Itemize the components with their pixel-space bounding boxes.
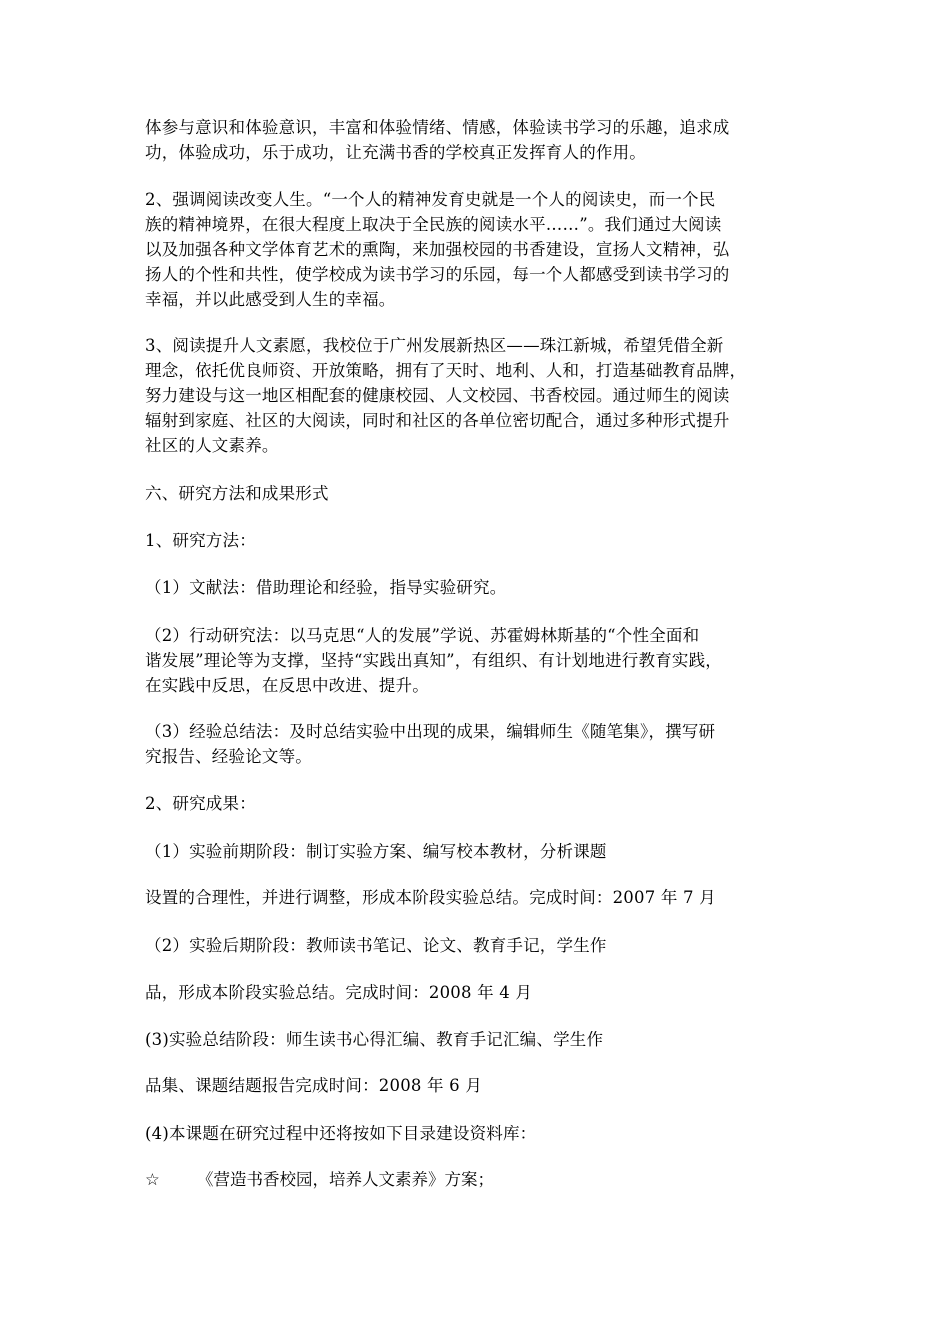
subheading-research-methods (145, 528, 810, 553)
text-line: 品，形成本阶段实验总结。完成时间：2008 年 4 月 (145, 983, 533, 1002)
text-line: (3)实验总结阶段：师生读书心得汇编、教育手记汇编、学生作 (145, 1030, 604, 1049)
text-line: 在实践中反思，在反思中改进、提升。 (145, 676, 429, 695)
text-line: 努力建设与这一地区相配套的健康校园、人文校园、书香校园。通过师生的阅读 (145, 386, 730, 405)
text-line: 3、阅读提升人文素愿，我校位于广州发展新热区——珠江新城，希望凭借全新 (145, 336, 724, 355)
paragraph-action-research (145, 623, 810, 698)
text-line: 族的精神境界，在很大程度上取决于全民族的阅读水平……”。我们通过大阅读 (145, 215, 722, 234)
text-line: （1）实验前期阶段：制订实验方案、编写校本教材，分析课题 (145, 842, 607, 861)
text-line: 理念，依托优良师资、开放策略，拥有了天时、地利、人和，打造基础教育品牌， (145, 361, 747, 380)
paragraph-reading-humanities (145, 333, 810, 458)
paragraph-stage-2-cont (145, 980, 810, 1005)
text-line: 究报告、经验论文等。 (145, 747, 312, 766)
star-icon: ☆ (145, 1170, 160, 1189)
text-line: 社区的人文素养。 (145, 436, 279, 455)
paragraph-reading-changes-life (145, 187, 810, 312)
text-line: 六、研究方法和成果形式 (145, 484, 329, 503)
text-line: 扬人的个性和共性，使学校成为读书学习的乐园，每一个人都感受到读书学习的 (145, 265, 730, 284)
bullet-item (145, 1167, 494, 1192)
text-line: 体参与意识和体验意识，丰富和体验情绪、情感，体验读书学习的乐趣，追求成 (145, 118, 730, 137)
text-line: 1、研究方法： (145, 531, 256, 550)
text-line: 辐射到家庭、社区的大阅读，同时和社区的各单位密切配合，通过多种形式提升 (145, 411, 730, 430)
text-line: 功，体验成功，乐于成功，让充满书香的学校真正发挥育人的作用。 (145, 143, 646, 162)
paragraph-stage-1 (145, 839, 810, 864)
text-line: 2、强调阅读改变人生。“一个人的精神发育史就是一个人的阅读史，而一个民 (145, 190, 716, 209)
text-line: 2、研究成果： (145, 794, 256, 813)
paragraph-stage-3 (145, 1027, 810, 1052)
text-line: （1）文献法：借助理论和经验，指导实验研究。 (145, 578, 507, 597)
subheading-research-results (145, 791, 810, 816)
text-line: 幸福，并以此感受到人生的幸福。 (145, 290, 396, 309)
text-line: （3）经验总结法：及时总结实验中出现的成果，编辑师生《随笔集》，撰写研 (145, 722, 716, 741)
text-line: （2）行动研究法：以马克思“人的发展”学说、苏霍姆林斯基的“个性全面和 (145, 626, 700, 645)
text-line: (4)本课题在研究过程中还将按如下目录建设资料库： (145, 1124, 537, 1143)
section-heading-methods (145, 481, 810, 506)
text-line: 设置的合理性，并进行调整，形成本阶段实验总结。完成时间：2007 年 7 月 (145, 888, 716, 907)
text-line: 品集、课题结题报告完成时间：2008 年 6 月 (145, 1076, 483, 1095)
paragraph-stage-2 (145, 933, 810, 958)
paragraph-experience-summary (145, 719, 810, 769)
bullet-text: 《营造书香校园，培养人文素养》方案； (197, 1170, 494, 1189)
paragraph-stage-3-cont (145, 1073, 810, 1098)
paragraph-stage-1-cont (145, 885, 810, 910)
text-line: 谐发展”理论等为支撑，坚持“实践出真知”，有组织、有计划地进行教育实践， (145, 651, 723, 670)
paragraph-database (145, 1121, 810, 1146)
paragraph-literature-method (145, 575, 810, 600)
paragraph-experience-intro (145, 115, 810, 165)
text-line: 以及加强各种文学体育艺术的熏陶，来加强校园的书香建设，宣扬人文精神，弘 (145, 240, 730, 259)
text-line: （2）实验后期阶段：教师读书笔记、论文、教育手记，学生作 (145, 936, 607, 955)
